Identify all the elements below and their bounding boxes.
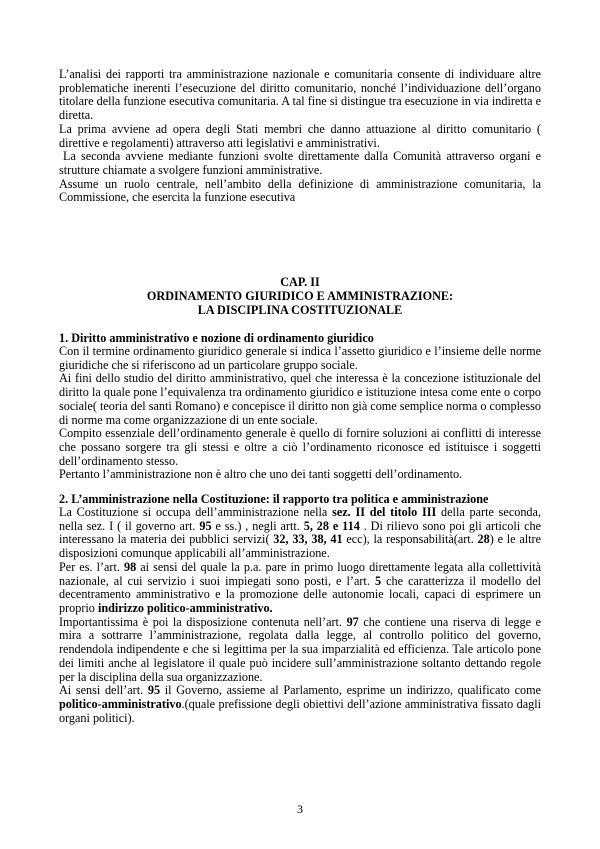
section-2-paragraph-3 bbox=[59, 616, 541, 685]
intro-paragraph-4: Assume un ruolo centrale, nell’ambito della definizione di amministrazione comunitaria, la Commissione, che esercita la funzione esecutiva bbox=[59, 176, 541, 205]
section-2-paragraph-4 bbox=[59, 684, 541, 725]
text-run: che contiene una riserva di legge e mira a sottrarre l’amministrazione, regolata dalla legge, al controllo politico del governo, rendendola indipendente e che si legittima per la sua imparzialità ed efficienza. Tale articolo pone dei limiti anche al legislatore il quale può incidere sull’amministrazione soltanto dettando regole per la disciplina della sua organizzazione. bbox=[59, 614, 542, 684]
intro-paragraph-1: L’analisi dei rapporti tra amministrazione nazionale e comunitaria consente di individuare altre problematiche inerenti l’esecuzione del diritto comunitario, nonché l’individuazione dell’organo titolare della funzione esecutiva comunitaria. A tal fine si distingue tra esecuzione in via indiretta e diretta. bbox=[59, 67, 541, 123]
section-1-paragraph-1: Con il termine ordinamento giuridico generale si indica l’assetto giuridico e l’insieme delle norme giuridiche che si riferiscono ad un particolare gruppo sociale. bbox=[59, 344, 541, 372]
text-run: La Costituzione si occupa dell’amministrazione nella bbox=[59, 505, 333, 520]
text-run: .(quale prefissione degli obiettivi dell’azione amministrativa fissato dagli organi politici). bbox=[59, 696, 541, 725]
bold-reference: 5, 28 e 114 bbox=[303, 518, 360, 533]
text-run: il Governo, assieme al Parlamento, esprime un indirizzo, qualificato come bbox=[160, 683, 541, 698]
text-run: e ss.) , negli artt. bbox=[211, 518, 304, 533]
chapter-title-line-2: LA DISCIPLINA COSTITUZIONALE bbox=[197, 303, 403, 318]
page-number: 3 bbox=[297, 802, 303, 816]
section-2-paragraph-2 bbox=[59, 561, 541, 616]
intro-paragraph-3: La seconda avviene mediante funzioni svolte direttamente dalla Comunità attraverso organi e strutture chiamate a svolgere funzioni amministrative. bbox=[59, 149, 541, 177]
section-1-paragraph-3: Compito essenziale dell’ordinamento generale è quello di fornire soluzioni ai conflitti di interesse che possano sorgere tra gli stessi e oltre a ciò l’ordinamento riconosce ed istituisce i soggetti dell’ordinamento stesso. bbox=[59, 426, 541, 468]
bold-reference: 95 bbox=[147, 683, 161, 698]
text-run: Per es. l’art. bbox=[59, 559, 124, 574]
chapter-number: CAP. II bbox=[280, 275, 320, 290]
bold-reference: 97 bbox=[346, 614, 359, 629]
section-2-heading: 2. L’amministrazione nella Costituzione: il rapporto tra politica e amministrazione bbox=[59, 492, 489, 507]
document-page bbox=[59, 68, 541, 725]
bold-reference: 98 bbox=[124, 559, 137, 574]
chapter-title-line-1: ORDINAMENTO GIURIDICO E AMMINISTRAZIONE: bbox=[146, 289, 454, 304]
bold-reference: politico-amministrativo bbox=[59, 696, 182, 711]
bold-reference: 28 bbox=[477, 532, 490, 547]
bold-reference: indirizzo politico-amministrativo. bbox=[97, 600, 273, 615]
text-run: Importantissima è poi la disposizione contenuta nell’art. bbox=[59, 614, 347, 629]
bold-reference: 32, 33, 38, 41 bbox=[273, 532, 343, 547]
text-run: Ai sensi dell’art. bbox=[59, 683, 148, 698]
text-run: ai sensi del quale la p.a. pare in primo luogo direttamente legata alla collettività nazionale, al cui servizio i suoi impiegati sono posti, e l’art. bbox=[59, 559, 541, 588]
bold-reference: 5 bbox=[374, 573, 382, 588]
text-run: ) e le altre disposizioni comunque applicabili all’amministrazione. bbox=[59, 532, 542, 561]
section-1-paragraph-4: Pertanto l’amministrazione non è altro che uno dei tanti soggetti dell’ordinamento. bbox=[59, 467, 463, 482]
bold-reference: 95 bbox=[199, 518, 212, 533]
text-run: . Di rilievo sono poi gli articoli che interessano la materia dei pubblici servizi( bbox=[59, 518, 541, 547]
bold-reference: sez. II del titolo III bbox=[332, 505, 437, 520]
text-run: che caratterizza il modello del decentramento amministrativo e la promozione delle autonomie locali, capaci di esprimere un proprio bbox=[59, 573, 541, 615]
text-run: ecc), la responsabilità(art. bbox=[342, 532, 478, 547]
section-1-heading: 1. Diritto amministrativo e nozione di ordinamento giuridico bbox=[59, 331, 374, 346]
section-1-paragraph-2: Ai fini dello studio del diritto amministrativo, quel che interessa è la concezione istituzionale del diritto la quale pone l’equivalenza tra ordinamento giuridico e istituzione intesa come ente o corpo sociale( teoria del santi Romano) e concepisce il diritto non già come semplice norma o complesso di norme ma come organizzazione di un ente sociale. bbox=[59, 371, 541, 427]
text-run: della parte seconda, nella sez. I ( il governo art. bbox=[59, 505, 541, 533]
intro-paragraph-2: La prima avviene ad opera degli Stati membri che danno attuazione al diritto comunitario ( direttive e regolamenti) attraverso atti legislativi e amministrativi. bbox=[59, 121, 541, 150]
section-2-paragraph-1 bbox=[59, 506, 541, 561]
